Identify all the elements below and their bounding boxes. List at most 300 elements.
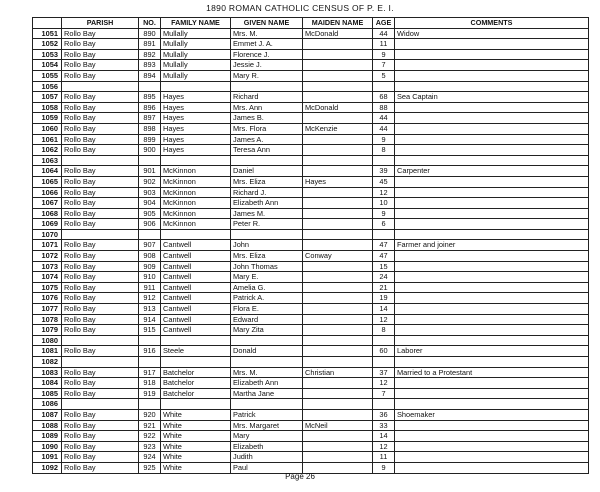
cell-parish: Rollo Bay	[62, 39, 139, 50]
cell-no: 890	[139, 28, 161, 39]
cell-given-name: Jessie J.	[231, 60, 303, 71]
table-row	[33, 81, 589, 92]
cell-age: 9	[373, 208, 395, 219]
cell-maiden-name: McDonald	[303, 102, 373, 113]
cell-row-number: 1059	[33, 113, 62, 124]
cell-given-name: Florence J.	[231, 49, 303, 60]
column-header-parish: PARISH	[62, 18, 139, 29]
cell-row-number: 1055	[33, 70, 62, 81]
cell-comments	[395, 176, 589, 187]
cell-age: 8	[373, 325, 395, 336]
cell-parish: Rollo Bay	[62, 462, 139, 473]
cell-maiden-name	[303, 166, 373, 177]
cell-given-name	[231, 229, 303, 240]
cell-no: 910	[139, 272, 161, 283]
table-row	[33, 102, 589, 113]
cell-family-name: Batchelor	[161, 378, 231, 389]
cell-parish	[62, 399, 139, 410]
cell-parish: Rollo Bay	[62, 134, 139, 145]
cell-maiden-name	[303, 325, 373, 336]
cell-no: 899	[139, 134, 161, 145]
cell-age	[373, 357, 395, 368]
cell-given-name: James A.	[231, 134, 303, 145]
cell-family-name	[161, 399, 231, 410]
cell-comments	[395, 282, 589, 293]
cell-no: 912	[139, 293, 161, 304]
cell-comments: Farmer and joiner	[395, 240, 589, 251]
cell-row-number: 1073	[33, 261, 62, 272]
cell-maiden-name	[303, 346, 373, 357]
cell-row-number: 1052	[33, 39, 62, 50]
cell-comments	[395, 452, 589, 463]
cell-age: 33	[373, 420, 395, 431]
cell-given-name: Mrs. Eliza	[231, 251, 303, 262]
cell-family-name: Hayes	[161, 145, 231, 156]
cell-age: 21	[373, 282, 395, 293]
cell-comments	[395, 388, 589, 399]
cell-given-name: Mrs. Ann	[231, 102, 303, 113]
cell-given-name	[231, 335, 303, 346]
table-row	[33, 219, 589, 230]
cell-comments	[395, 261, 589, 272]
cell-no	[139, 335, 161, 346]
cell-parish: Rollo Bay	[62, 208, 139, 219]
table-row	[33, 176, 589, 187]
cell-parish: Rollo Bay	[62, 293, 139, 304]
cell-no: 915	[139, 325, 161, 336]
cell-comments	[395, 399, 589, 410]
cell-maiden-name: McNeil	[303, 420, 373, 431]
cell-row-number: 1053	[33, 49, 62, 60]
column-header-maiden-name: MAIDEN NAME	[303, 18, 373, 29]
cell-family-name: McKinnon	[161, 176, 231, 187]
cell-comments	[395, 335, 589, 346]
cell-family-name: McKinnon	[161, 208, 231, 219]
cell-comments	[395, 198, 589, 209]
cell-given-name: Mrs. Eliza	[231, 176, 303, 187]
cell-maiden-name	[303, 399, 373, 410]
cell-age	[373, 155, 395, 166]
cell-comments	[395, 123, 589, 134]
table-row	[33, 420, 589, 431]
cell-parish: Rollo Bay	[62, 70, 139, 81]
cell-row-number: 1056	[33, 81, 62, 92]
cell-maiden-name	[303, 208, 373, 219]
table-row	[33, 39, 589, 50]
cell-maiden-name	[303, 113, 373, 124]
cell-maiden-name	[303, 282, 373, 293]
cell-family-name: Steele	[161, 346, 231, 357]
cell-no: 923	[139, 441, 161, 452]
cell-age: 44	[373, 123, 395, 134]
cell-maiden-name	[303, 92, 373, 103]
cell-parish: Rollo Bay	[62, 166, 139, 177]
table-row	[33, 123, 589, 134]
table-row	[33, 49, 589, 60]
table-row	[33, 187, 589, 198]
cell-age	[373, 229, 395, 240]
cell-comments	[395, 325, 589, 336]
cell-maiden-name	[303, 357, 373, 368]
cell-maiden-name	[303, 335, 373, 346]
cell-comments	[395, 378, 589, 389]
cell-comments	[395, 357, 589, 368]
cell-family-name	[161, 81, 231, 92]
cell-age: 11	[373, 39, 395, 50]
page-number: Page 26	[285, 472, 315, 481]
cell-given-name: Mary E.	[231, 272, 303, 283]
table-row	[33, 304, 589, 315]
cell-row-number: 1062	[33, 145, 62, 156]
cell-family-name: White	[161, 431, 231, 442]
cell-parish: Rollo Bay	[62, 272, 139, 283]
table-row	[33, 251, 589, 262]
cell-maiden-name: McDonald	[303, 28, 373, 39]
cell-no: 893	[139, 60, 161, 71]
cell-family-name	[161, 229, 231, 240]
cell-maiden-name	[303, 378, 373, 389]
cell-family-name: Cantwell	[161, 282, 231, 293]
cell-comments	[395, 208, 589, 219]
cell-maiden-name	[303, 314, 373, 325]
cell-parish: Rollo Bay	[62, 431, 139, 442]
cell-given-name: Mrs. Margaret	[231, 420, 303, 431]
cell-comments	[395, 145, 589, 156]
cell-no: 898	[139, 123, 161, 134]
cell-no	[139, 81, 161, 92]
cell-parish: Rollo Bay	[62, 409, 139, 420]
cell-age: 47	[373, 240, 395, 251]
cell-row-number: 1080	[33, 335, 62, 346]
cell-family-name: Batchelor	[161, 388, 231, 399]
cell-family-name	[161, 335, 231, 346]
cell-parish: Rollo Bay	[62, 176, 139, 187]
cell-family-name: Hayes	[161, 92, 231, 103]
cell-age: 19	[373, 293, 395, 304]
cell-maiden-name	[303, 229, 373, 240]
cell-row-number: 1066	[33, 187, 62, 198]
cell-age: 14	[373, 431, 395, 442]
cell-row-number: 1089	[33, 431, 62, 442]
table-row	[33, 198, 589, 209]
cell-family-name: White	[161, 462, 231, 473]
cell-no: 909	[139, 261, 161, 272]
cell-given-name: Elizabeth Ann	[231, 198, 303, 209]
page-title: 1890 ROMAN CATHOLIC CENSUS OF P. E. I.	[206, 3, 394, 13]
cell-given-name: Richard	[231, 92, 303, 103]
cell-given-name: Mary Zita	[231, 325, 303, 336]
cell-maiden-name	[303, 134, 373, 145]
cell-age: 24	[373, 272, 395, 283]
cell-maiden-name	[303, 155, 373, 166]
cell-row-number: 1070	[33, 229, 62, 240]
cell-family-name: Cantwell	[161, 251, 231, 262]
table-row	[33, 208, 589, 219]
table-row	[33, 335, 589, 346]
cell-row-number: 1069	[33, 219, 62, 230]
cell-parish: Rollo Bay	[62, 420, 139, 431]
cell-no: 891	[139, 39, 161, 50]
cell-given-name	[231, 399, 303, 410]
cell-maiden-name	[303, 240, 373, 251]
cell-no: 911	[139, 282, 161, 293]
cell-row-number: 1060	[33, 123, 62, 134]
table-row	[33, 134, 589, 145]
cell-comments	[395, 113, 589, 124]
cell-no: 920	[139, 409, 161, 420]
cell-comments	[395, 39, 589, 50]
cell-given-name: Elizabeth	[231, 441, 303, 452]
cell-given-name: Martha Jane	[231, 388, 303, 399]
cell-row-number: 1063	[33, 155, 62, 166]
cell-row-number: 1057	[33, 92, 62, 103]
cell-given-name: Mrs. Flora	[231, 123, 303, 134]
cell-maiden-name	[303, 293, 373, 304]
cell-row-number: 1068	[33, 208, 62, 219]
cell-parish: Rollo Bay	[62, 251, 139, 262]
cell-parish: Rollo Bay	[62, 314, 139, 325]
cell-maiden-name	[303, 81, 373, 92]
cell-parish: Rollo Bay	[62, 367, 139, 378]
cell-no: 902	[139, 176, 161, 187]
cell-comments: Sea Captain	[395, 92, 589, 103]
cell-no	[139, 357, 161, 368]
cell-no: 894	[139, 70, 161, 81]
cell-comments	[395, 314, 589, 325]
table-row	[33, 293, 589, 304]
cell-family-name: McKinnon	[161, 187, 231, 198]
cell-no: 917	[139, 367, 161, 378]
cell-age: 36	[373, 409, 395, 420]
table-row	[33, 409, 589, 420]
cell-parish: Rollo Bay	[62, 92, 139, 103]
cell-no: 919	[139, 388, 161, 399]
table-row	[33, 261, 589, 272]
cell-comments	[395, 81, 589, 92]
table-row	[33, 155, 589, 166]
cell-no	[139, 155, 161, 166]
cell-parish: Rollo Bay	[62, 28, 139, 39]
cell-parish: Rollo Bay	[62, 304, 139, 315]
cell-given-name: Judith	[231, 452, 303, 463]
cell-no: 892	[139, 49, 161, 60]
cell-age: 10	[373, 198, 395, 209]
cell-family-name: Mullally	[161, 28, 231, 39]
cell-maiden-name	[303, 198, 373, 209]
cell-no: 908	[139, 251, 161, 262]
cell-parish: Rollo Bay	[62, 325, 139, 336]
cell-family-name: Cantwell	[161, 293, 231, 304]
cell-age: 44	[373, 113, 395, 124]
cell-comments	[395, 219, 589, 230]
table-row	[33, 431, 589, 442]
cell-given-name: Elizabeth Ann	[231, 378, 303, 389]
cell-given-name: Daniel	[231, 166, 303, 177]
cell-age: 88	[373, 102, 395, 113]
cell-family-name: Cantwell	[161, 272, 231, 283]
table-body	[33, 28, 589, 473]
cell-given-name: Mrs. M.	[231, 28, 303, 39]
cell-parish: Rollo Bay	[62, 441, 139, 452]
cell-maiden-name	[303, 187, 373, 198]
cell-age	[373, 399, 395, 410]
cell-maiden-name: Christian	[303, 367, 373, 378]
cell-comments	[395, 155, 589, 166]
cell-age	[373, 81, 395, 92]
cell-row-number: 1079	[33, 325, 62, 336]
cell-parish: Rollo Bay	[62, 123, 139, 134]
cell-family-name: White	[161, 452, 231, 463]
cell-family-name: White	[161, 441, 231, 452]
cell-given-name: Richard J.	[231, 187, 303, 198]
cell-no: 897	[139, 113, 161, 124]
cell-comments	[395, 431, 589, 442]
table-row	[33, 441, 589, 452]
cell-row-number: 1065	[33, 176, 62, 187]
cell-age: 12	[373, 378, 395, 389]
cell-family-name: Cantwell	[161, 314, 231, 325]
cell-age: 60	[373, 346, 395, 357]
cell-age: 44	[373, 28, 395, 39]
cell-maiden-name	[303, 441, 373, 452]
cell-age: 6	[373, 219, 395, 230]
cell-given-name: Mary R.	[231, 70, 303, 81]
table-row	[33, 325, 589, 336]
cell-family-name: Hayes	[161, 123, 231, 134]
cell-age: 7	[373, 388, 395, 399]
table-header-row	[33, 18, 589, 29]
cell-given-name: Peter R.	[231, 219, 303, 230]
table-row	[33, 282, 589, 293]
cell-given-name: Amelia G.	[231, 282, 303, 293]
cell-maiden-name: Conway	[303, 251, 373, 262]
table-row	[33, 388, 589, 399]
cell-parish: Rollo Bay	[62, 219, 139, 230]
cell-age: 9	[373, 462, 395, 473]
cell-age: 15	[373, 261, 395, 272]
cell-given-name	[231, 155, 303, 166]
cell-comments	[395, 304, 589, 315]
cell-given-name: Mary	[231, 431, 303, 442]
table-row	[33, 452, 589, 463]
cell-family-name: White	[161, 420, 231, 431]
cell-age: 39	[373, 166, 395, 177]
cell-no: 903	[139, 187, 161, 198]
cell-parish: Rollo Bay	[62, 49, 139, 60]
cell-given-name: John	[231, 240, 303, 251]
cell-parish: Rollo Bay	[62, 187, 139, 198]
cell-comments: Widow	[395, 28, 589, 39]
table-row	[33, 145, 589, 156]
table-row	[33, 367, 589, 378]
table-row	[33, 28, 589, 39]
cell-row-number: 1058	[33, 102, 62, 113]
cell-maiden-name	[303, 60, 373, 71]
cell-given-name: Paul	[231, 462, 303, 473]
cell-comments	[395, 102, 589, 113]
cell-parish	[62, 155, 139, 166]
cell-parish: Rollo Bay	[62, 261, 139, 272]
cell-maiden-name	[303, 49, 373, 60]
cell-age: 47	[373, 251, 395, 262]
cell-comments	[395, 60, 589, 71]
census-table	[32, 17, 589, 474]
cell-maiden-name	[303, 452, 373, 463]
column-header-comments: COMMENTS	[395, 18, 589, 29]
cell-family-name: Mullally	[161, 60, 231, 71]
table-row	[33, 70, 589, 81]
cell-row-number: 1067	[33, 198, 62, 209]
cell-no: 895	[139, 92, 161, 103]
cell-given-name: Donald	[231, 346, 303, 357]
cell-maiden-name	[303, 145, 373, 156]
cell-maiden-name: Hayes	[303, 176, 373, 187]
cell-row-number: 1086	[33, 399, 62, 410]
cell-parish	[62, 335, 139, 346]
cell-family-name: Cantwell	[161, 261, 231, 272]
cell-no	[139, 229, 161, 240]
cell-family-name: White	[161, 409, 231, 420]
cell-given-name: James B.	[231, 113, 303, 124]
cell-row-number: 1090	[33, 441, 62, 452]
cell-row-number: 1064	[33, 166, 62, 177]
cell-comments	[395, 251, 589, 262]
cell-no: 904	[139, 198, 161, 209]
cell-given-name	[231, 81, 303, 92]
cell-comments	[395, 229, 589, 240]
cell-age	[373, 335, 395, 346]
cell-maiden-name	[303, 70, 373, 81]
column-header-row-number	[33, 18, 62, 29]
table-row	[33, 346, 589, 357]
cell-no	[139, 399, 161, 410]
cell-no: 906	[139, 219, 161, 230]
cell-family-name	[161, 357, 231, 368]
cell-row-number: 1061	[33, 134, 62, 145]
cell-comments	[395, 134, 589, 145]
cell-no: 918	[139, 378, 161, 389]
cell-row-number: 1078	[33, 314, 62, 325]
column-header-family-name: FAMILY NAME	[161, 18, 231, 29]
cell-age: 11	[373, 452, 395, 463]
cell-family-name: Hayes	[161, 134, 231, 145]
cell-family-name: McKinnon	[161, 166, 231, 177]
cell-no: 925	[139, 462, 161, 473]
cell-comments	[395, 49, 589, 60]
cell-given-name	[231, 357, 303, 368]
cell-given-name: John Thomas	[231, 261, 303, 272]
cell-parish: Rollo Bay	[62, 198, 139, 209]
cell-family-name: Cantwell	[161, 240, 231, 251]
cell-parish: Rollo Bay	[62, 378, 139, 389]
cell-given-name: Patrick	[231, 409, 303, 420]
cell-family-name: Mullally	[161, 39, 231, 50]
cell-maiden-name	[303, 39, 373, 50]
cell-family-name: Batchelor	[161, 367, 231, 378]
table-row	[33, 60, 589, 71]
cell-given-name: Emmet J. A.	[231, 39, 303, 50]
cell-comments	[395, 293, 589, 304]
cell-given-name: Patrick A.	[231, 293, 303, 304]
cell-family-name: Hayes	[161, 113, 231, 124]
cell-no: 913	[139, 304, 161, 315]
cell-age: 68	[373, 92, 395, 103]
cell-age: 5	[373, 70, 395, 81]
cell-row-number: 1084	[33, 378, 62, 389]
cell-age: 14	[373, 304, 395, 315]
cell-comments	[395, 272, 589, 283]
cell-age: 8	[373, 145, 395, 156]
